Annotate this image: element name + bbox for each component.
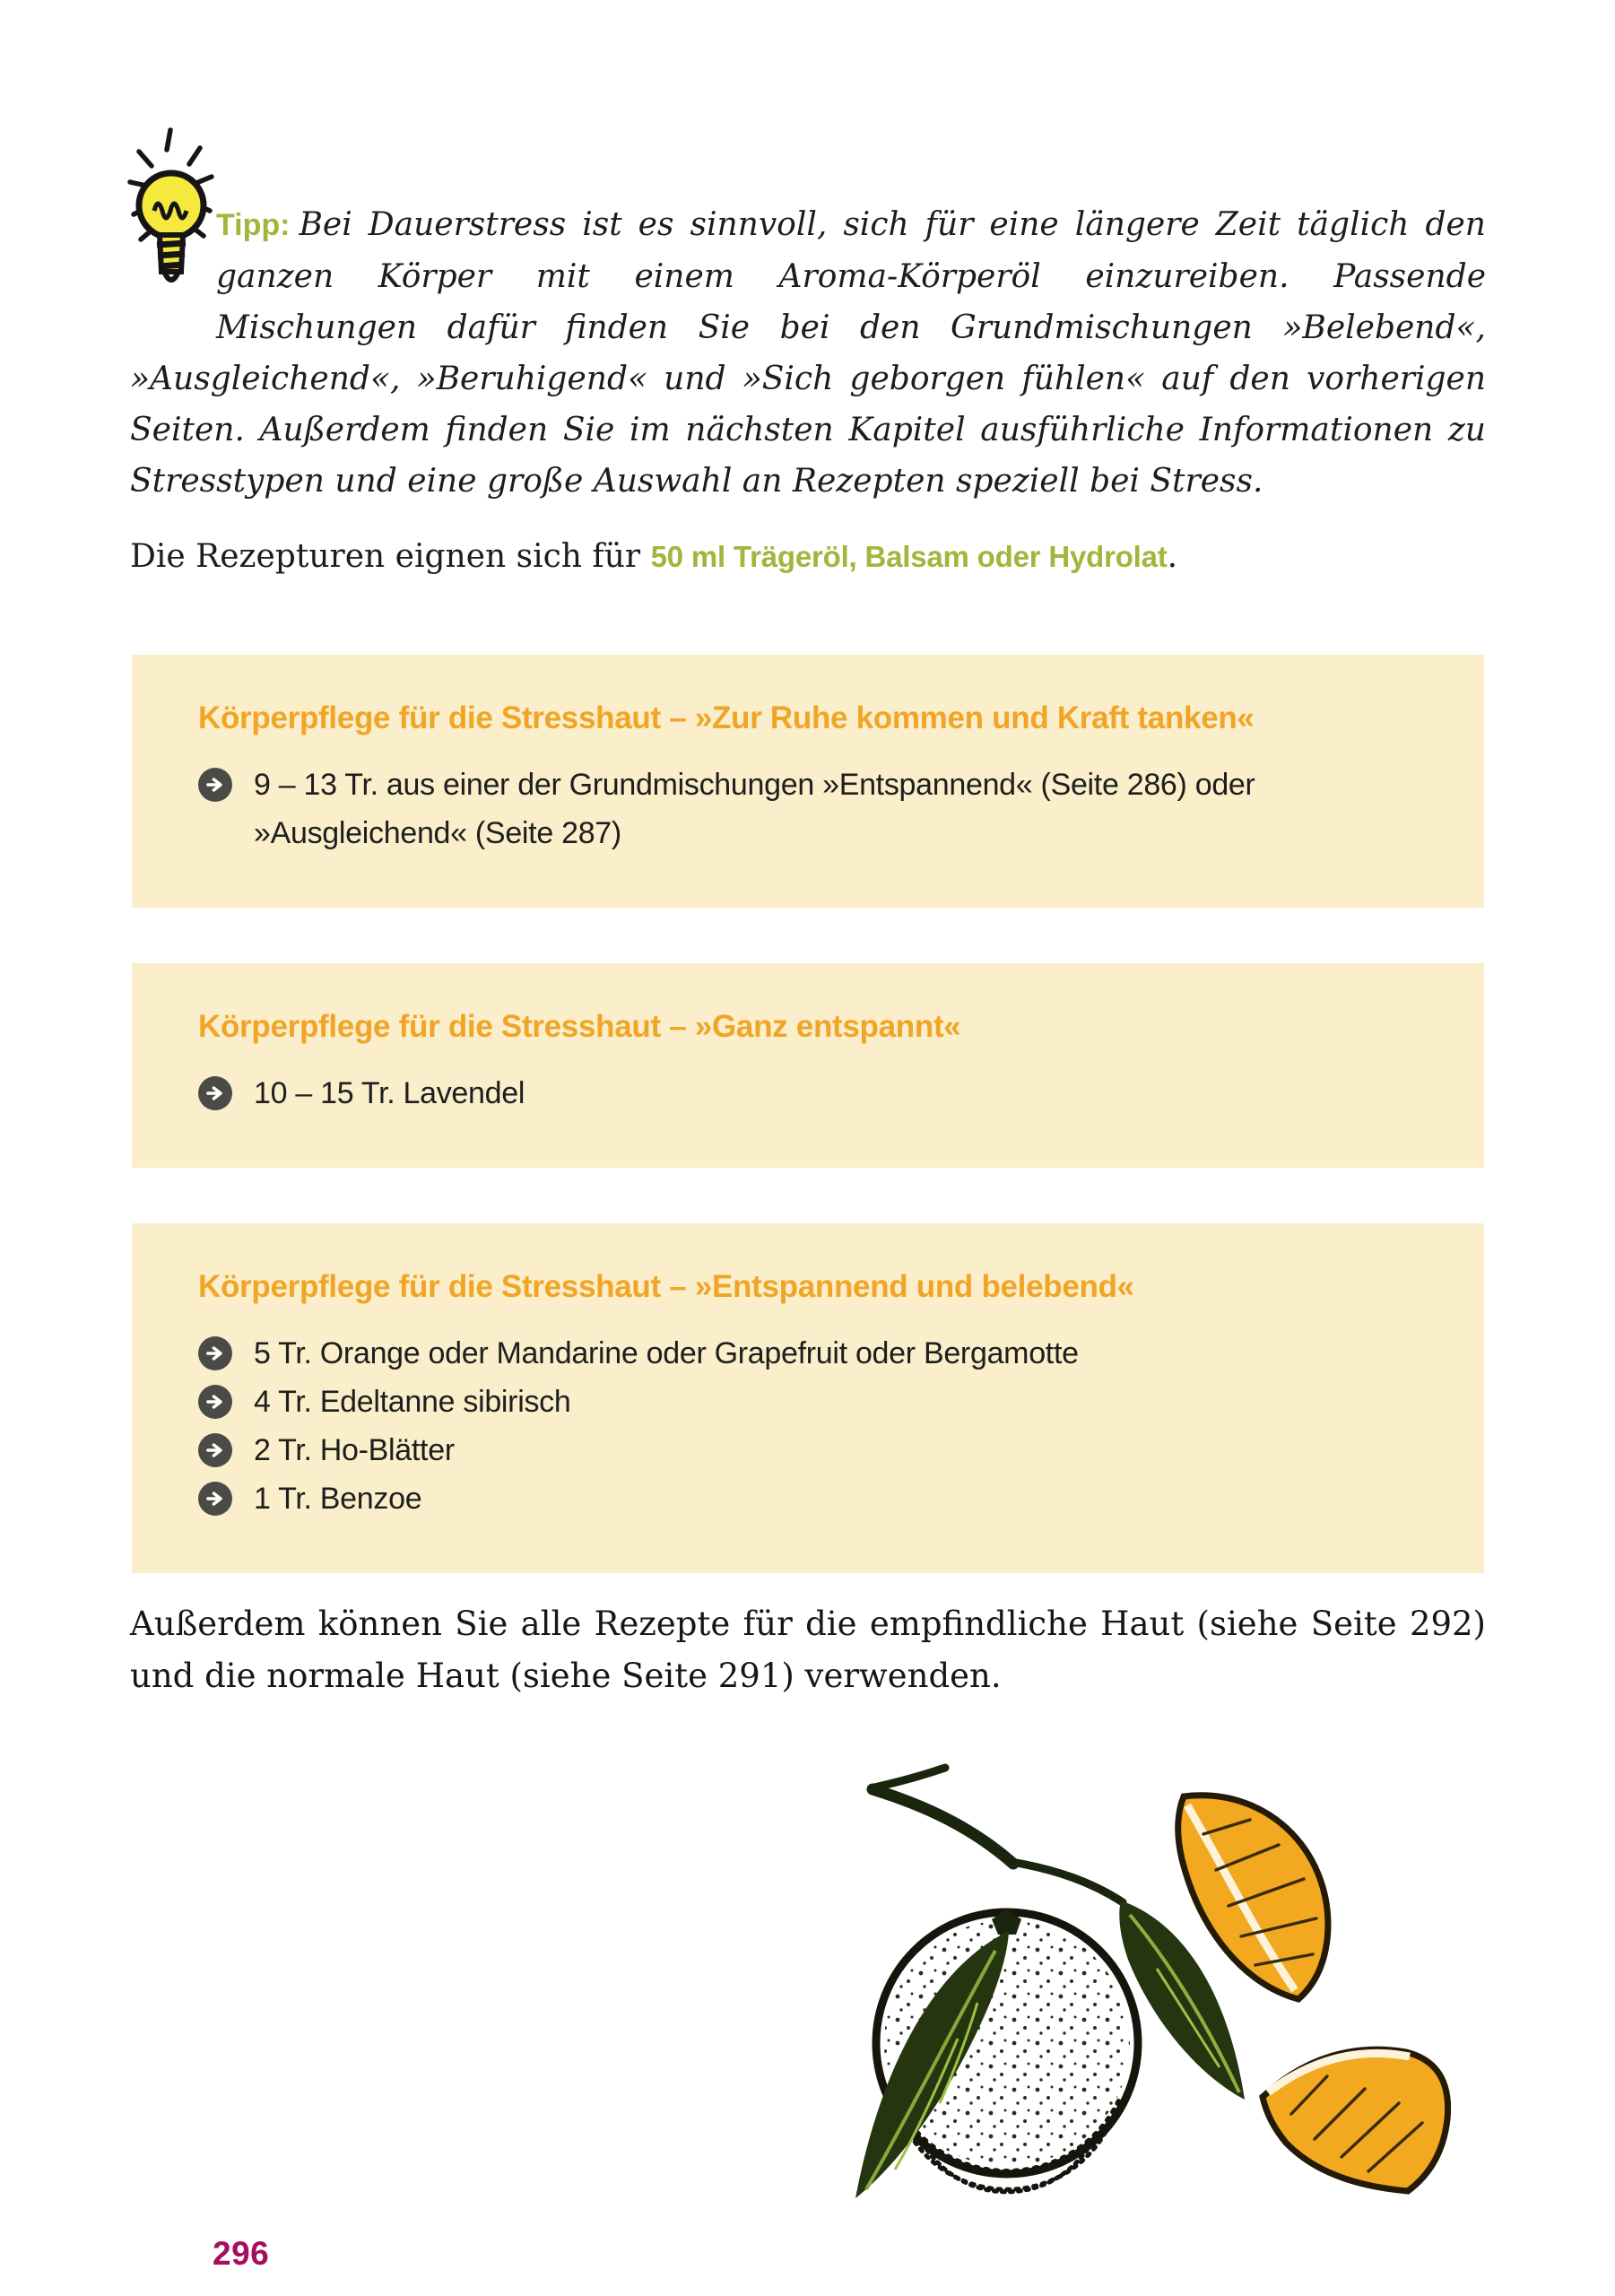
intro-highlight: 50 ml Trägeröl, Balsam oder Hydrolat bbox=[650, 540, 1168, 573]
recipe-box bbox=[132, 1223, 1484, 1573]
closing-paragraph: Außerdem können Sie alle Rezepte für die empfindliche Haut (siehe Seite 292) und die normale Haut (siehe Seite 291) verwenden. bbox=[130, 1605, 1486, 1695]
mandarin-illustration bbox=[823, 1734, 1490, 2216]
arrow-bullet-icon bbox=[198, 1336, 232, 1370]
recipe-items bbox=[198, 761, 1421, 857]
tip-label: Tipp: bbox=[216, 208, 291, 242]
intro-sentence bbox=[130, 531, 1486, 582]
recipe-box-list bbox=[132, 655, 1484, 1573]
recipe-item-text: 5 Tr. Orange oder Mandarine oder Grapefruit oder Bergamotte bbox=[254, 1336, 1079, 1370]
recipe-title: Körperpflege für die Stresshaut – »Ganz entspannt« bbox=[198, 1009, 961, 1044]
recipe-box bbox=[132, 963, 1484, 1168]
tip-section bbox=[130, 199, 1486, 507]
recipe-items bbox=[198, 1329, 1421, 1523]
recipe-item-text: 2 Tr. Ho-Blätter bbox=[254, 1433, 455, 1467]
recipe-item bbox=[198, 1329, 1421, 1378]
recipe-title: Körperpflege für die Stresshaut – »Entspannend und belebend« bbox=[198, 1269, 1134, 1304]
recipe-title: Körperpflege für die Stresshaut – »Zur Ruhe kommen und Kraft tanken« bbox=[198, 700, 1255, 735]
intro-prefix: Die Rezepturen eignen sich für bbox=[130, 538, 651, 575]
recipe-item-text: 10 – 15 Tr. Lavendel bbox=[254, 1076, 525, 1110]
recipe-item bbox=[198, 1069, 1421, 1118]
page-number: 296 bbox=[213, 2235, 270, 2272]
recipe-item bbox=[198, 1426, 1421, 1474]
arrow-bullet-icon bbox=[198, 768, 232, 802]
arrow-bullet-icon bbox=[198, 1482, 232, 1516]
arrow-bullet-icon bbox=[198, 1433, 232, 1467]
recipe-item-text: 4 Tr. Edeltanne sibirisch bbox=[254, 1385, 571, 1419]
recipe-item-text: 1 Tr. Benzoe bbox=[254, 1482, 422, 1516]
arrow-bullet-icon bbox=[198, 1076, 232, 1110]
recipe-box bbox=[132, 655, 1484, 908]
tip-text: Bei Dauerstress ist es sinnvoll, sich für eine längere Zeit täglich den ganzen Körper mit einem Aroma-Körperöl einzureiben. Passende Mischungen dafür finden Sie bei den Grundmischungen »Belebend«, »Ausgleichend«, »Beruhigend« und »Sich geborgen fühlen« auf den vorherigen Seiten. Außerdem finden Sie im nächsten Kapitel ausführliche Informationen zu Stresstypen und eine große Auswahl an Rezepten speziell bei Stress. bbox=[130, 206, 1486, 500]
arrow-bullet-icon bbox=[198, 1385, 232, 1419]
intro-suffix: . bbox=[1167, 538, 1178, 575]
recipe-item bbox=[198, 761, 1421, 857]
recipe-items bbox=[198, 1069, 1421, 1118]
lightbulb-icon bbox=[130, 199, 216, 353]
recipe-item bbox=[198, 1474, 1421, 1523]
recipe-item-text: 9 – 13 Tr. aus einer der Grundmischungen »Entspannend« (Seite 286) oder »Ausgleichend« (Seite 287) bbox=[254, 768, 1255, 850]
recipe-item bbox=[198, 1378, 1421, 1426]
